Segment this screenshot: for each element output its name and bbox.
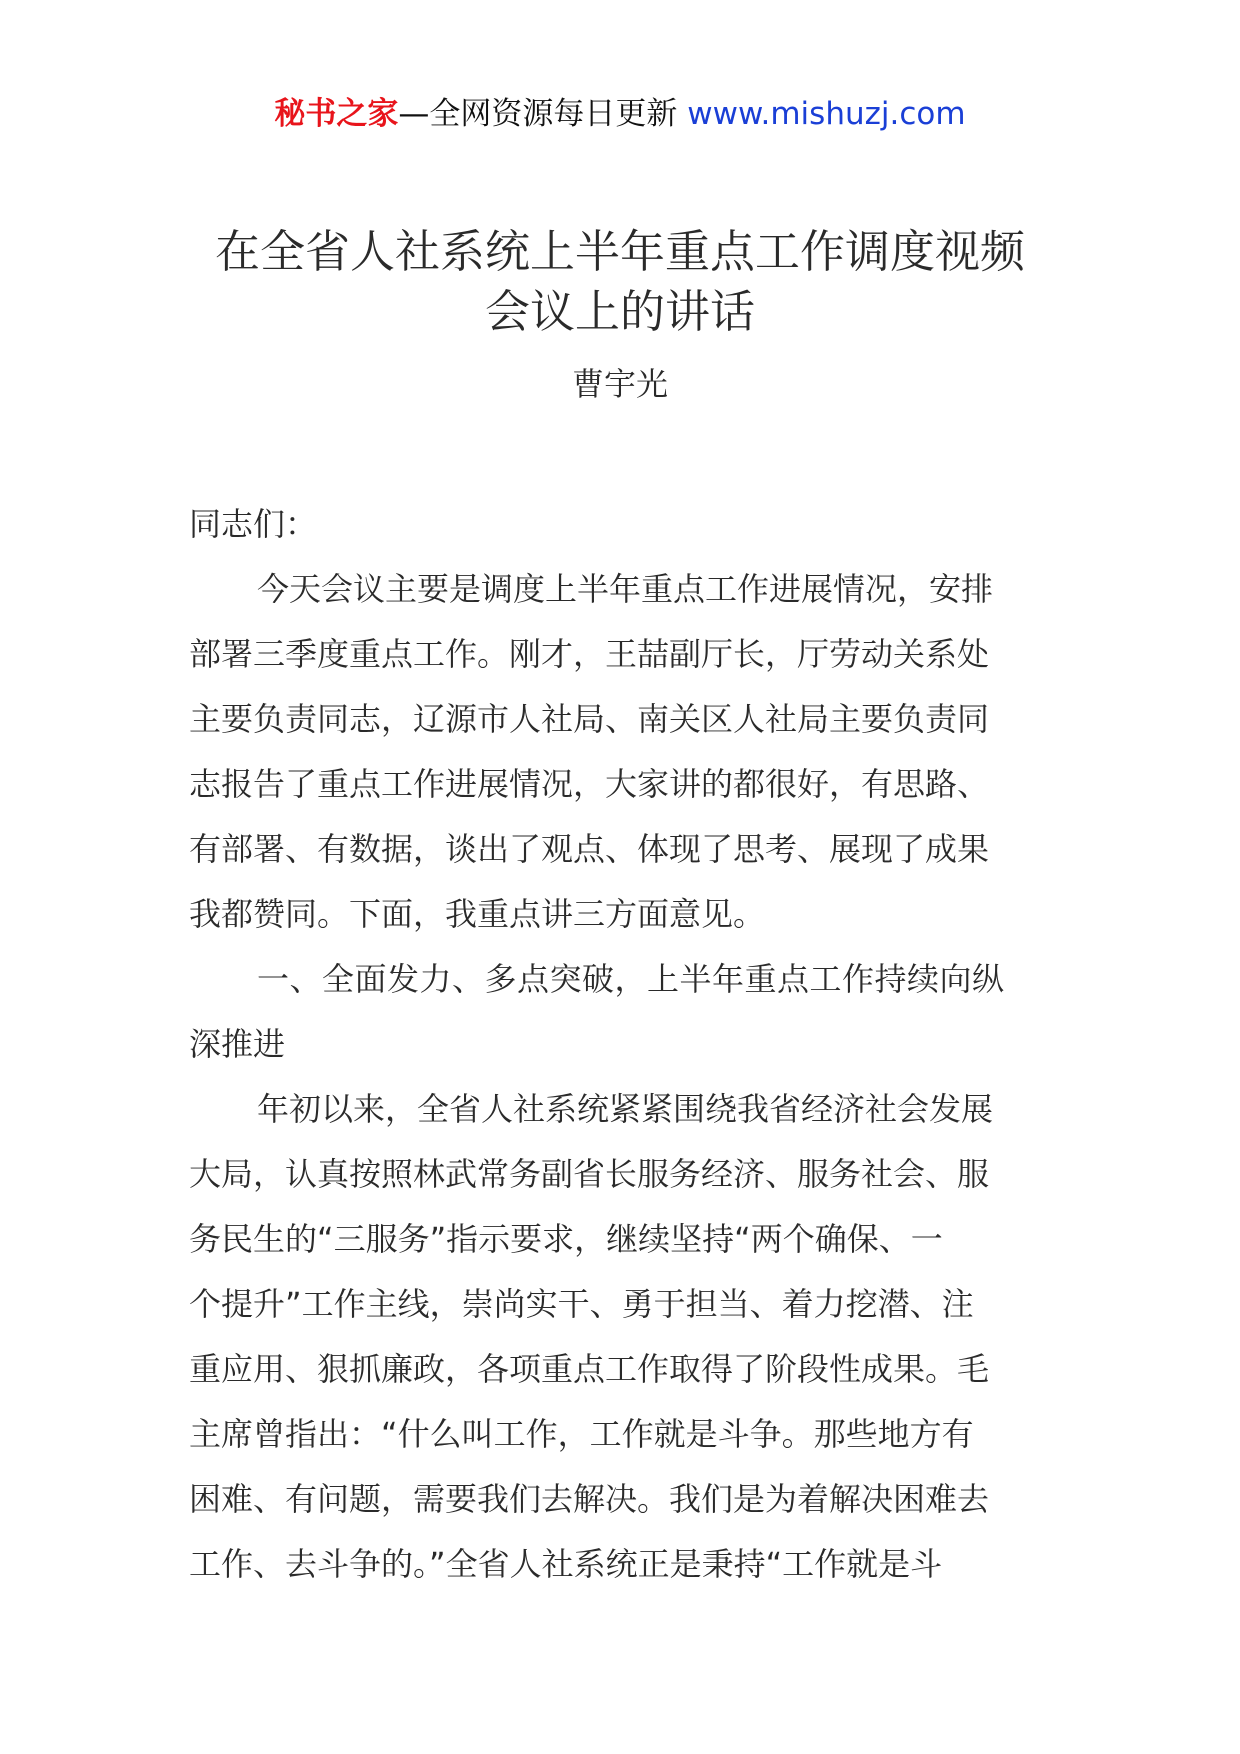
paragraph-line: 个提升”工作主线，崇尚实干、勇于担当、着力挖潜、注 (189, 1285, 974, 1323)
paragraph-line: 主要负责同志，辽源市人社局、南关区人社局主要负责同 (189, 700, 990, 738)
paragraph-line: 有部署、有数据，谈出了观点、体现了思考、展现了成果 (189, 830, 990, 868)
paragraph-line: 部署三季度重点工作。刚才，王喆副厅长，厅劳动关系处 (189, 635, 990, 673)
section-heading-line: 深推进 (189, 1025, 286, 1063)
brand-name: 秘书之家 (274, 96, 399, 132)
banner-tagline: —全网资源每日更新 (398, 96, 678, 132)
title-line-2: 会议上的讲话 (484, 285, 755, 338)
author-name: 曹宇光 (571, 365, 668, 403)
speech-body (189, 492, 1059, 1597)
site-url-link[interactable]: www.mishuzj.com (687, 96, 966, 132)
paragraph-line: 困难、有问题，需要我们去解决。我们是为着解决困难去 (189, 1480, 990, 1518)
salutation: 同志们： (189, 505, 318, 543)
paragraph-line: 工作、去斗争的。”全省人社系统正是秉持“工作就是斗 (189, 1545, 943, 1583)
document-title (120, 222, 1120, 342)
site-banner (0, 94, 1240, 134)
paragraph-line: 大局，认真按照林武常务副省长服务经济、服务社会、服 (189, 1155, 990, 1193)
paragraph-line: 志报告了重点工作进展情况，大家讲的都很好，有思路、 (189, 765, 990, 803)
paragraph-line: 务民生的“三服务”指示要求，继续坚持“两个确保、一 (189, 1220, 943, 1258)
paragraph-line: 主席曾指出：“什么叫工作，工作就是斗争。那些地方有 (189, 1415, 974, 1453)
section-heading-line: 一、全面发力、多点突破，上半年重点工作持续向纵 (257, 960, 1005, 998)
title-line-1: 在全省人社系统上半年重点工作调度视频 (214, 225, 1025, 278)
paragraph-line: 重应用、狠抓廉政，各项重点工作取得了阶段性成果。毛 (189, 1350, 990, 1388)
paragraph-line: 年初以来，全省人社系统紧紧围绕我省经济社会发展 (257, 1090, 994, 1128)
paragraph-line: 今天会议主要是调度上半年重点工作进展情况，安排 (257, 570, 994, 608)
paragraph-line: 我都赞同。下面，我重点讲三方面意见。 (189, 895, 766, 933)
